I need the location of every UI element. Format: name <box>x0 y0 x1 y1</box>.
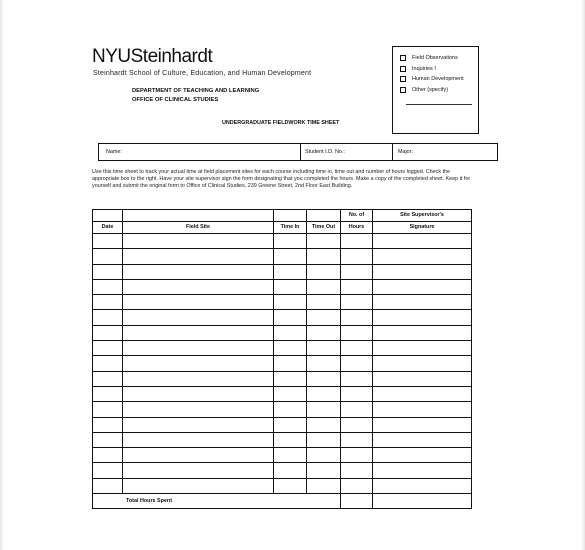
field-site-cell[interactable] <box>123 325 274 340</box>
hours-cell[interactable] <box>341 417 373 432</box>
time-in-cell[interactable] <box>274 249 307 264</box>
time-in-cell[interactable] <box>274 463 307 478</box>
time-out-cell[interactable] <box>307 341 341 356</box>
signature-cell[interactable] <box>373 310 472 325</box>
time-in-cell[interactable] <box>274 402 307 417</box>
course-option-label: Other (specify) <box>412 86 449 93</box>
department-line-1: DEPARTMENT OF TEACHING AND LEARNING <box>132 88 260 94</box>
date-cell[interactable] <box>93 310 123 325</box>
checkbox-icon[interactable] <box>400 87 406 93</box>
field-site-header: Field Site <box>123 222 274 234</box>
signature-cell[interactable] <box>373 279 472 294</box>
date-cell[interactable] <box>93 402 123 417</box>
time-log-table <box>92 209 472 509</box>
signature-cell[interactable] <box>373 432 472 447</box>
date-cell[interactable] <box>93 234 123 249</box>
time-out-cell[interactable] <box>307 478 341 493</box>
date-cell[interactable] <box>93 264 123 279</box>
time-in-cell[interactable] <box>274 448 307 463</box>
table-row <box>93 463 472 478</box>
date-cell[interactable] <box>93 432 123 447</box>
field-site-cell[interactable] <box>123 371 274 386</box>
date-cell[interactable] <box>93 279 123 294</box>
hours-cell[interactable] <box>341 310 373 325</box>
time-out-cell[interactable] <box>307 417 341 432</box>
instructions-text: Use this time sheet to track your actual time at field placement sites for each course including time in, time out and number of hours logged. Check the appropriate box to the right. Have your site supervisor sign the form designating that you completed the hours. Make a copy of the completed sheet. Keep it for yourself and submit the original form to Office of Clinical Studies, 239 Greene Street, 2nd Floor East Building. <box>92 169 471 189</box>
signature-cell[interactable] <box>373 325 472 340</box>
department-line-2: OFFICE OF CLINICAL STUDIES <box>132 97 219 103</box>
course-option-label: Human Development <box>412 76 464 83</box>
hours-cell[interactable] <box>341 249 373 264</box>
time-in-cell[interactable] <box>274 417 307 432</box>
signature-cell[interactable] <box>373 463 472 478</box>
sheet-title: UNDERGRADUATE FIELDWORK TIME SHEET <box>222 120 340 126</box>
time-in-cell[interactable] <box>274 356 307 371</box>
course-option[interactable] <box>400 85 478 96</box>
signature-cell[interactable] <box>373 448 472 463</box>
signature-cell[interactable] <box>373 478 472 493</box>
checkbox-icon[interactable] <box>400 76 406 82</box>
signature-cell[interactable] <box>373 264 472 279</box>
major-label: Major: <box>398 149 413 155</box>
hours-cell[interactable] <box>341 264 373 279</box>
time-in-cell[interactable] <box>274 371 307 386</box>
date-header: Date <box>93 222 123 234</box>
hours-cell[interactable] <box>341 341 373 356</box>
time-in-cell[interactable] <box>274 386 307 401</box>
logo-subtitle: Steinhardt School of Culture, Education, and Human Development <box>93 70 312 77</box>
time-out-cell[interactable] <box>307 463 341 478</box>
time-in-header: Time In <box>274 222 307 234</box>
time-in-cell[interactable] <box>274 295 307 310</box>
field-site-cell[interactable] <box>123 386 274 401</box>
date-cell[interactable] <box>93 341 123 356</box>
table-row <box>93 478 472 493</box>
time-out-cell[interactable] <box>307 249 341 264</box>
table-row <box>93 417 472 432</box>
hours-header-top: No. of <box>341 210 373 222</box>
field-site-cell[interactable] <box>123 234 274 249</box>
field-site-cell[interactable] <box>123 417 274 432</box>
time-out-cell[interactable] <box>307 356 341 371</box>
signature-cell[interactable] <box>373 295 472 310</box>
signature-cell[interactable] <box>373 249 472 264</box>
table-row <box>93 341 472 356</box>
field-site-cell[interactable] <box>123 432 274 447</box>
time-in-cell[interactable] <box>274 264 307 279</box>
time-out-cell[interactable] <box>307 310 341 325</box>
info-divider <box>392 144 393 160</box>
time-in-cell[interactable] <box>274 478 307 493</box>
signature-header-top: Site Supervisor's <box>373 210 472 222</box>
time-in-header-top <box>274 210 307 222</box>
signature-cell[interactable] <box>373 417 472 432</box>
date-cell[interactable] <box>93 386 123 401</box>
time-out-cell[interactable] <box>307 371 341 386</box>
table-row <box>93 432 472 447</box>
checkbox-icon[interactable] <box>400 55 406 61</box>
other-specify-line[interactable] <box>406 104 472 105</box>
table-row <box>93 325 472 340</box>
hours-cell[interactable] <box>341 478 373 493</box>
department-heading <box>132 87 259 105</box>
date-cell[interactable] <box>93 295 123 310</box>
field-site-cell[interactable] <box>123 402 274 417</box>
page-edge-right <box>581 0 585 550</box>
date-cell[interactable] <box>93 417 123 432</box>
signature-cell[interactable] <box>373 371 472 386</box>
time-in-cell[interactable] <box>274 234 307 249</box>
table-row <box>93 279 472 294</box>
time-out-cell[interactable] <box>307 295 341 310</box>
field-site-cell[interactable] <box>123 249 274 264</box>
field-site-cell[interactable] <box>123 279 274 294</box>
hours-cell[interactable] <box>341 325 373 340</box>
course-option[interactable] <box>400 64 478 75</box>
name-label: Name: <box>106 149 122 155</box>
field-site-cell[interactable] <box>123 463 274 478</box>
hours-cell[interactable] <box>341 386 373 401</box>
hours-cell[interactable] <box>341 371 373 386</box>
time-out-cell[interactable] <box>307 448 341 463</box>
date-cell[interactable] <box>93 478 123 493</box>
time-out-cell[interactable] <box>307 402 341 417</box>
table-row <box>93 402 472 417</box>
page-edge-left <box>0 0 4 550</box>
hours-header: Hours <box>341 222 373 234</box>
table-row <box>93 448 472 463</box>
hours-cell[interactable] <box>341 356 373 371</box>
total-hours-cell[interactable] <box>341 494 373 509</box>
field-site-cell[interactable] <box>123 264 274 279</box>
field-site-cell[interactable] <box>123 448 274 463</box>
time-out-cell[interactable] <box>307 264 341 279</box>
course-option[interactable] <box>400 53 478 64</box>
time-out-cell[interactable] <box>307 234 341 249</box>
field-site-header-top <box>123 210 274 222</box>
time-out-cell[interactable] <box>307 279 341 294</box>
date-cell[interactable] <box>93 325 123 340</box>
signature-cell[interactable] <box>373 341 472 356</box>
signature-cell[interactable] <box>373 402 472 417</box>
total-hours-label: Total Hours Spent <box>93 494 341 509</box>
nyu-steinhardt-logo: NYUSteinhardt <box>92 46 213 67</box>
student-info-bar <box>98 143 498 161</box>
checkbox-icon[interactable] <box>400 66 406 72</box>
table-row <box>93 310 472 325</box>
table-row <box>93 264 472 279</box>
table-row <box>93 371 472 386</box>
date-cell[interactable] <box>93 448 123 463</box>
table-row <box>93 234 472 249</box>
table-row <box>93 249 472 264</box>
time-out-header: Time Out <box>307 222 341 234</box>
time-out-header-top <box>307 210 341 222</box>
course-option-label: Inquiries I <box>412 65 436 72</box>
field-site-cell[interactable] <box>123 310 274 325</box>
signature-cell[interactable] <box>373 356 472 371</box>
time-out-cell[interactable] <box>307 432 341 447</box>
total-signature-cell[interactable] <box>373 494 472 509</box>
info-divider <box>300 144 301 160</box>
hours-cell[interactable] <box>341 234 373 249</box>
time-in-cell[interactable] <box>274 279 307 294</box>
hours-cell[interactable] <box>341 295 373 310</box>
date-header-top <box>93 210 123 222</box>
field-site-cell[interactable] <box>123 478 274 493</box>
table-row <box>93 356 472 371</box>
table-row <box>93 386 472 401</box>
date-cell[interactable] <box>93 463 123 478</box>
date-cell[interactable] <box>93 249 123 264</box>
course-option[interactable] <box>400 74 478 85</box>
table-row <box>93 295 472 310</box>
time-in-cell[interactable] <box>274 325 307 340</box>
date-cell[interactable] <box>93 371 123 386</box>
time-in-cell[interactable] <box>274 432 307 447</box>
student-id-label: Student I.D. No.: <box>305 149 345 155</box>
signature-header: Signature <box>373 222 472 234</box>
time-in-cell[interactable] <box>274 310 307 325</box>
signature-cell[interactable] <box>373 234 472 249</box>
field-site-cell[interactable] <box>123 295 274 310</box>
hours-cell[interactable] <box>341 279 373 294</box>
field-site-cell[interactable] <box>123 341 274 356</box>
course-option-label: Field Observations <box>412 55 458 62</box>
time-in-cell[interactable] <box>274 341 307 356</box>
hours-cell[interactable] <box>341 448 373 463</box>
signature-cell[interactable] <box>373 386 472 401</box>
course-type-panel <box>392 46 479 134</box>
field-site-cell[interactable] <box>123 356 274 371</box>
time-out-cell[interactable] <box>307 325 341 340</box>
time-out-cell[interactable] <box>307 386 341 401</box>
time-log-body <box>93 234 472 494</box>
hours-cell[interactable] <box>341 463 373 478</box>
hours-cell[interactable] <box>341 432 373 447</box>
hours-cell[interactable] <box>341 402 373 417</box>
date-cell[interactable] <box>93 356 123 371</box>
total-row <box>93 494 472 509</box>
